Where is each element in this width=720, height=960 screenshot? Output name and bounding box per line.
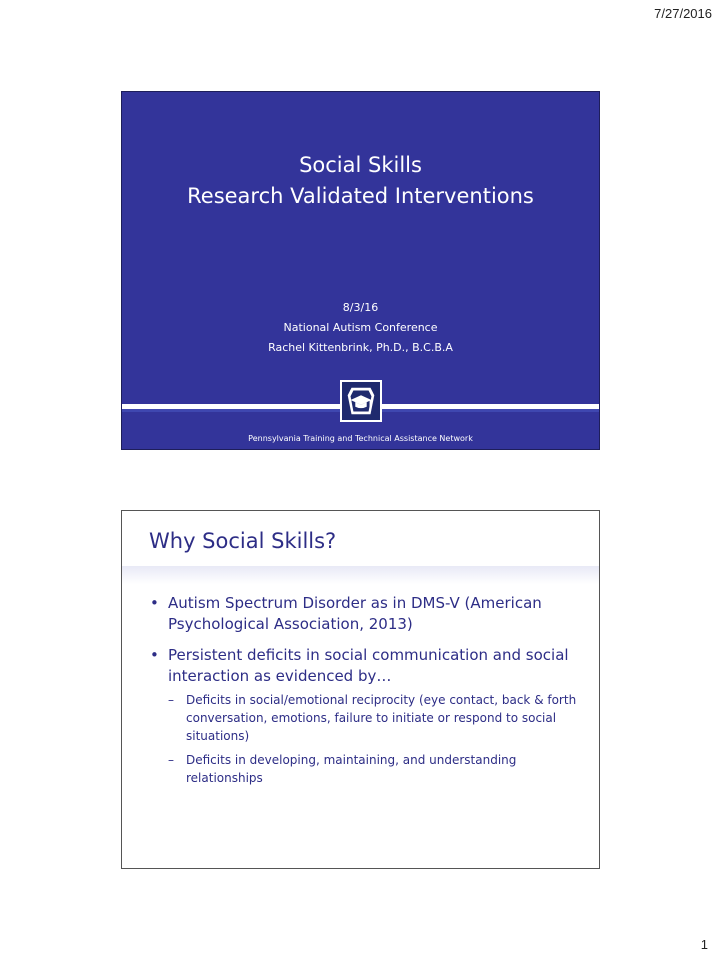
bullet-dot-icon: • bbox=[150, 646, 159, 664]
bullet-text: Autism Spectrum Disorder as in DMS-V (American Psychological Association, 2013) bbox=[168, 594, 542, 633]
bullet-dot-icon: • bbox=[150, 594, 159, 612]
content-slide bbox=[121, 510, 600, 869]
sub-bullet-text: Deficits in developing, maintaining, and understanding relationships bbox=[186, 753, 517, 785]
slide-title-line-2: Research Validated Interventions bbox=[187, 184, 534, 208]
slide-meta bbox=[122, 298, 599, 358]
bullet-item bbox=[148, 593, 588, 635]
sub-bullet-item bbox=[168, 751, 588, 787]
slide-title-line-1: Social Skills bbox=[299, 153, 422, 177]
sub-bullet-item bbox=[168, 691, 588, 745]
dash-icon: – bbox=[168, 693, 174, 707]
heading-rule bbox=[122, 566, 599, 584]
presenter-name: Rachel Kittenbrink, Ph.D., B.C.B.A bbox=[268, 341, 453, 354]
page-number: 1 bbox=[700, 937, 708, 952]
network-name: Pennsylvania Training and Technical Assistance Network bbox=[248, 434, 473, 443]
title-slide bbox=[121, 91, 600, 450]
slide-heading: Why Social Skills? bbox=[149, 529, 337, 553]
dash-icon: – bbox=[168, 753, 174, 767]
keystone-graduation-cap-icon bbox=[340, 380, 382, 422]
slide-title bbox=[122, 150, 599, 212]
event-name: National Autism Conference bbox=[283, 321, 438, 334]
sub-bullet-list bbox=[168, 691, 588, 787]
bullet-text: Persistent deficits in social communication and social interaction as evidenced by… bbox=[168, 646, 569, 685]
header-date: 7/27/2016 bbox=[654, 6, 712, 21]
presentation-date: 8/3/16 bbox=[342, 301, 379, 314]
bullet-list bbox=[148, 593, 588, 797]
sub-bullet-text: Deficits in social/emotional reciprocity (eye contact, back & forth conversation, emotions, failure to initiate or respond to social situations) bbox=[186, 693, 577, 743]
bullet-item bbox=[148, 645, 588, 787]
